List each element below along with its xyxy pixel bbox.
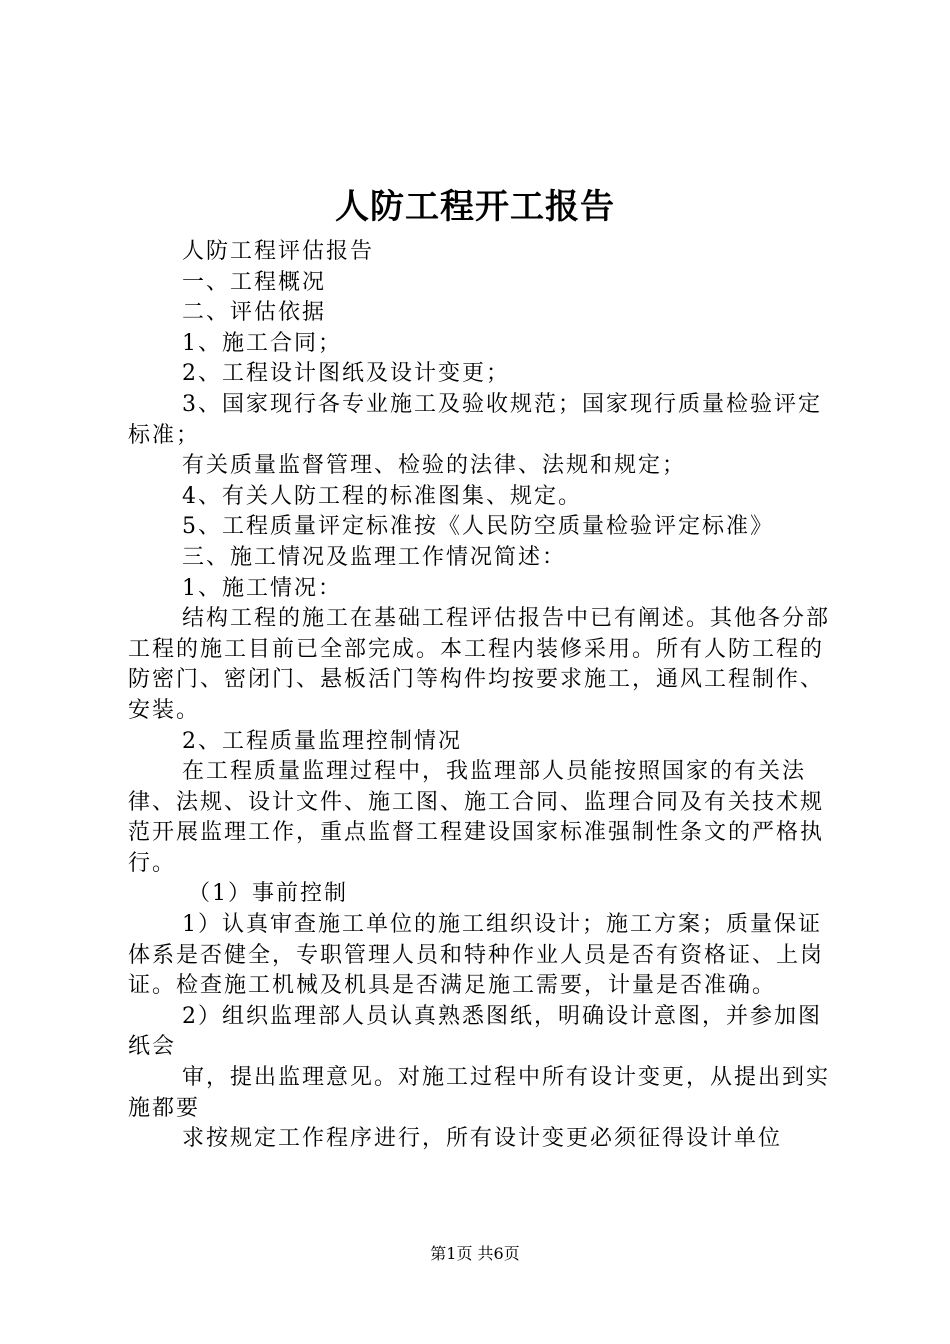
- document-body: [128, 237, 834, 1155]
- body-paragraph: 1、施工情况：: [182, 575, 342, 601]
- body-paragraph: 3、国家现行各专业施工及验收规范；国家现行质量检验评定标准；: [128, 391, 822, 448]
- body-paragraph: 4、有关人防工程的标准图集、规定。: [182, 483, 582, 509]
- body-paragraph: 求按规定工作程序进行，所有设计变更必须征得设计单位: [182, 1126, 783, 1152]
- body-paragraph: 三、施工情况及监理工作情况简述：: [182, 544, 567, 570]
- body-paragraph: 1、施工合同；: [182, 330, 342, 356]
- body-paragraph: 5、工程质量评定标准按《人民防空质量检验评定标准》: [182, 514, 774, 540]
- body-paragraph: 一、工程概况: [182, 269, 327, 295]
- body-paragraph: 二、评估依据: [182, 300, 327, 326]
- document-title: 人防工程开工报告: [335, 187, 615, 227]
- body-paragraph: 审，提出监理意见。对施工过程中所有设计变更，从提出到实施都要: [128, 1065, 831, 1121]
- body-paragraph: 2）组织监理部人员认真熟悉图纸，明确设计意图，并参加图纸会: [128, 1003, 822, 1060]
- body-paragraph: 在工程质量监理过程中，我监理部人员能按照国家的有关法律、法规、设计文件、施工图、施工合同、监理合同及有关技术规范开展监理工作，重点监督工程建设国家标准强制性条文的严格执行。: [128, 759, 825, 876]
- body-paragraph: 有关质量监督管理、检验的法律、法规和规定；: [182, 453, 687, 479]
- body-paragraph: 2、工程质量监理控制情况: [182, 728, 462, 754]
- body-paragraph: 1）认真审查施工单位的施工组织设计；施工方案；质量保证体系是否健全，专职管理人员和特种作业人员是否有资格证、上岗证。检查施工机械及机具是否满足施工需要，计量是否准确。: [128, 912, 825, 999]
- body-paragraph: 人防工程评估报告: [182, 239, 375, 264]
- page-footer: 第1页 共6页: [430, 1244, 520, 1263]
- body-paragraph: 2、工程设计图纸及设计变更；: [182, 361, 510, 387]
- body-paragraph: （1）事前控制: [188, 881, 348, 907]
- body-paragraph: 结构工程的施工在基础工程评估报告中已有阐述。其他各分部工程的施工目前已全部完成。本工程内装修采用。所有人防工程的防密门、密闭门、悬板活门等构件均按要求施工，通风工程制作、安装。: [128, 606, 831, 723]
